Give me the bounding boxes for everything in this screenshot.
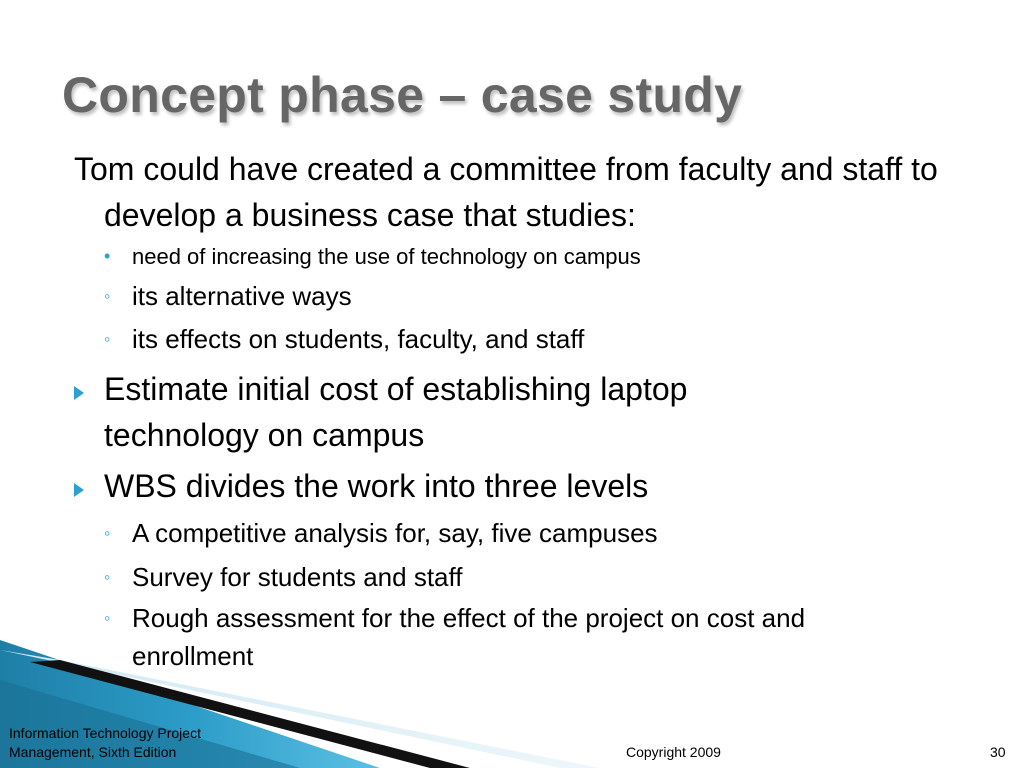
footer-copyright: Copyright 2009 <box>626 744 721 760</box>
bullet-circle-icon: ◦ <box>104 286 111 306</box>
footer-book-line2: Management, Sixth Edition <box>9 744 177 760</box>
sub-bullet <box>104 235 641 278</box>
sub-bullet-text: Survey for students and staff <box>132 562 463 592</box>
sub-bullet <box>104 275 352 318</box>
sub-bullet <box>104 318 584 361</box>
sub-bullet-text: A competitive analysis for, say, five campuses <box>132 518 658 548</box>
sub-bullet <box>104 512 658 555</box>
slide-title: Concept phase – case study <box>62 67 743 123</box>
main-bullet-text: WBS divides the work into three levels <box>104 468 649 504</box>
sub-bullet-text: its alternative ways <box>132 281 352 311</box>
sub-bullet <box>104 556 462 599</box>
main-bullet-text: Estimate initial cost of establishing laptop technology on campus <box>104 371 688 453</box>
footer-book-title <box>9 724 269 762</box>
bullet-circle-icon: ◦ <box>104 329 111 349</box>
sub-bullet-text: Rough assessment for the effect of the project on cost and enrollment <box>132 603 806 671</box>
bullet-circle-icon: ◦ <box>104 523 111 543</box>
bullet-circle-icon: ◦ <box>104 567 111 587</box>
footer-book-line1: Information Technology Project <box>9 725 201 741</box>
bullet-dot-icon: • <box>104 246 111 266</box>
triangle-bullet-icon <box>74 366 104 412</box>
triangle-bullet-icon <box>74 463 104 509</box>
sub-bullet-text: need of increasing the use of technology on campus <box>132 244 641 269</box>
slide-number: 30 <box>990 744 1006 760</box>
sub-bullet-text: its effects on students, faculty, and staff <box>132 324 585 354</box>
main-bullet <box>74 366 834 458</box>
intro-paragraph: Tom could have created a committee from faculty and staff to develop a business case that studies: <box>74 151 938 233</box>
main-bullet <box>74 463 648 509</box>
bullet-circle-icon: ◦ <box>104 608 111 628</box>
